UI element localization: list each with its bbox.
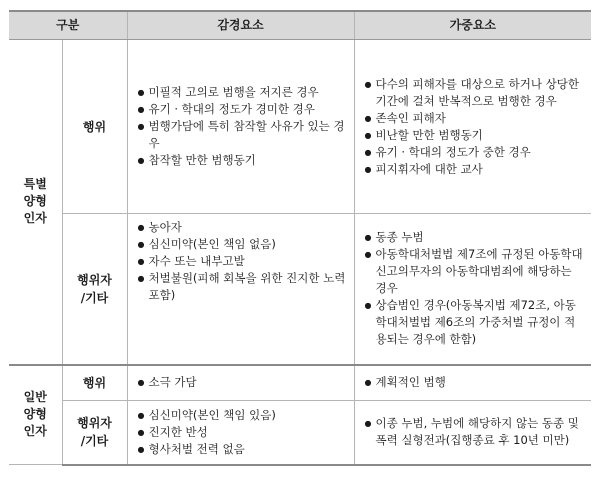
- special-factors-label: [9, 40, 62, 365]
- special-actor-mitigating: [127, 214, 354, 365]
- actor-label-line: /기타: [80, 434, 109, 449]
- header-row: [9, 11, 591, 40]
- list-item: ● 미필적 고의로 범행을 저지른 경우: [138, 84, 348, 101]
- list-item: ● 소극 가담: [138, 374, 348, 391]
- general-act-aggravating: [354, 365, 591, 401]
- header-category: 구분: [9, 11, 127, 40]
- special-actor-row: [9, 214, 591, 365]
- general-actor-mitigating: [127, 401, 354, 465]
- general-actor-label: [62, 401, 127, 465]
- list-item: ● 참작할 만한 범행동기: [138, 152, 348, 169]
- factor-list: [128, 369, 354, 396]
- factor-list: [355, 410, 592, 454]
- header-mitigating: 감경요소: [127, 11, 354, 40]
- list-item: ● 유기 · 학대의 정도가 경미한 경우: [138, 101, 348, 118]
- list-item: ● 심신미약(본인 책임 없음): [138, 236, 348, 253]
- special-act-aggravating: [354, 40, 591, 214]
- general-act-label: 행위: [62, 365, 127, 401]
- factor-list: [128, 214, 354, 309]
- list-item: ● 범행가담에 특히 참작할 사유가 있는 경우: [138, 118, 348, 152]
- list-item: ● 다수의 피해자를 대상으로 하거나 상당한 기간에 걸쳐 반복적으로 범행한 경우: [365, 76, 586, 110]
- factor-list: [355, 71, 592, 183]
- special-act-mitigating: [127, 40, 354, 214]
- factor-list: [128, 402, 354, 463]
- list-item: ● 이종 누범, 누범에 해당하지 않는 동종 및 폭력 실형전과(집행종료 후 10년 미만): [365, 415, 586, 449]
- general-actor-row: [9, 401, 591, 465]
- actor-label-line: 행위자: [77, 416, 112, 431]
- actor-label-line: /기타: [80, 290, 109, 305]
- list-item: ● 진지한 반성: [138, 424, 348, 441]
- general-label-line: 일반: [23, 390, 47, 405]
- list-item: ● 농아자: [138, 219, 348, 236]
- general-label-line: 양형: [23, 407, 47, 422]
- special-label-line: 양형: [23, 194, 47, 209]
- special-label-line: 인자: [23, 211, 47, 226]
- list-item: ● 동종 누범: [365, 229, 586, 246]
- actor-label-line: 행위자: [77, 272, 112, 287]
- list-item: ● 존속인 피해자: [365, 110, 586, 127]
- list-item: ● 자수 또는 내부고발: [138, 253, 348, 270]
- general-label-line: 인자: [23, 424, 47, 439]
- list-item: ● 아동학대처벌법 제7조에 규정된 아동학대 신고의무자의 아동학대범죄에 해당하는 경우: [365, 246, 586, 297]
- header-aggravating: 가중요소: [354, 11, 591, 40]
- special-act-label: 행위: [62, 40, 127, 214]
- factor-list: [355, 369, 592, 396]
- list-item: ● 형사처벌 전력 없음: [138, 441, 348, 458]
- factor-list: [355, 224, 592, 353]
- special-label-line: 특별: [23, 177, 47, 192]
- general-factors-label: [9, 365, 62, 465]
- factor-list: [128, 79, 354, 174]
- special-actor-aggravating: [354, 214, 591, 365]
- special-act-row: [9, 40, 591, 214]
- general-act-mitigating: [127, 365, 354, 401]
- list-item: ● 비난할 만한 범행동기: [365, 127, 586, 144]
- list-item: ● 상습범인 경우(아동복지법 제72조, 아동학대처벌법 제6조의 가중처벌 규정이 적용되는 경우에 한함): [365, 297, 586, 348]
- list-item: ● 유기 · 학대의 정도가 중한 경우: [365, 144, 586, 161]
- list-item: ● 계획적인 범행: [365, 374, 586, 391]
- list-item: ● 처벌불원(피해 회복을 위한 진지한 노력 포함): [138, 270, 348, 304]
- list-item: ● 심신미약(본인 책임 있음): [138, 407, 348, 424]
- general-act-row: [9, 365, 591, 401]
- sentencing-table-container: [9, 10, 591, 466]
- general-actor-aggravating: [354, 401, 591, 465]
- list-item: ● 피지휘자에 대한 교사: [365, 161, 586, 178]
- special-actor-label: [62, 214, 127, 365]
- sentencing-factors-table: [9, 10, 591, 466]
